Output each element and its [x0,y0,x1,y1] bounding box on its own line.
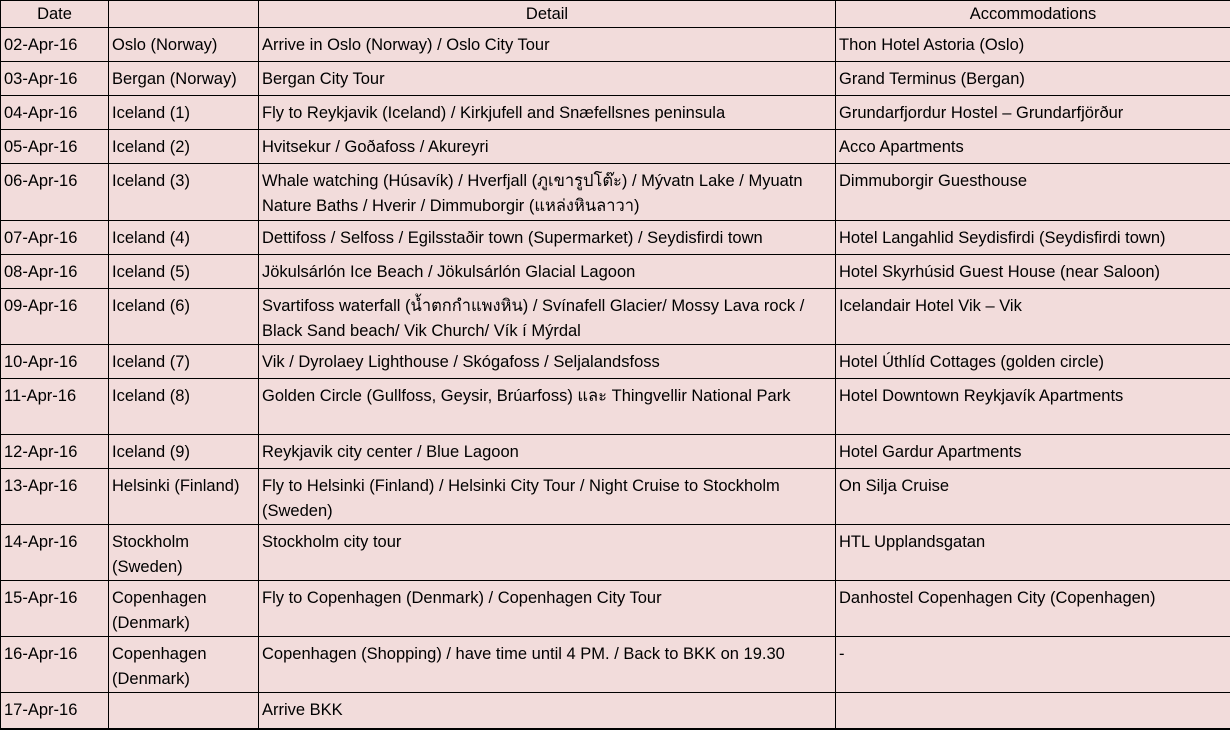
cell-place: Iceland (2) [109,130,259,164]
cell-place: Bergan (Norway) [109,62,259,96]
cell-place: Iceland (9) [109,435,259,469]
cell-accommodation: Thon Hotel Astoria (Oslo) [836,28,1230,62]
cell-detail: Jökulsárlón Ice Beach / Jökulsárlón Glacial Lagoon [259,255,836,289]
cell-accommodation: Hotel Gardur Apartments [836,435,1230,469]
cell-date: 10-Apr-16 [1,345,109,379]
cell-accommodation: Icelandair Hotel Vik – Vik [836,289,1230,345]
cell-accommodation: Hotel Langahlid Seydisfirdi (Seydisfirdi town) [836,221,1230,255]
cell-place [109,693,259,729]
cell-place: Copenhagen (Denmark) [109,637,259,693]
cell-date: 12-Apr-16 [1,435,109,469]
cell-detail: Fly to Helsinki (Finland) / Helsinki City Tour / Night Cruise to Stockholm (Sweden) [259,469,836,525]
table-row [1,221,1230,255]
cell-place: Iceland (4) [109,221,259,255]
cell-accommodation: Danhostel Copenhagen City (Copenhagen) [836,581,1230,637]
cell-detail: Arrive BKK [259,693,836,729]
table-row [1,581,1230,637]
cell-detail: Bergan City Tour [259,62,836,96]
cell-detail: Vik / Dyrolaey Lighthouse / Skógafoss / Seljalandsfoss [259,345,836,379]
table-row [1,525,1230,581]
cell-accommodation: Hotel Downtown Reykjavík Apartments [836,379,1230,435]
cell-date: 16-Apr-16 [1,637,109,693]
cell-detail: Whale watching (Húsavík) / Hverfjall (ภูเขารูปโต๊ะ) / Mývatn Lake / Myuatn Nature Baths / Hverir / Dimmuborgir (แหล่งหินลาวา) [259,164,836,221]
cell-date: 14-Apr-16 [1,525,109,581]
cell-accommodation: Acco Apartments [836,130,1230,164]
cell-place: Iceland (3) [109,164,259,221]
cell-date: 05-Apr-16 [1,130,109,164]
cell-place: Stockholm (Sweden) [109,525,259,581]
header-row [1,1,1230,28]
table-row [1,255,1230,289]
cell-place: Helsinki (Finland) [109,469,259,525]
cell-place: Iceland (5) [109,255,259,289]
cell-detail: Fly to Copenhagen (Denmark) / Copenhagen City Tour [259,581,836,637]
cell-date: 08-Apr-16 [1,255,109,289]
cell-accommodation: Hotel Úthlíd Cottages (golden circle) [836,345,1230,379]
cell-detail: Arrive in Oslo (Norway) / Oslo City Tour [259,28,836,62]
cell-place: Oslo (Norway) [109,28,259,62]
cell-date: 11-Apr-16 [1,379,109,435]
table-row [1,164,1230,221]
cell-detail: Stockholm city tour [259,525,836,581]
table-row [1,96,1230,130]
table-row [1,435,1230,469]
table-row [1,28,1230,62]
header-accommodations: Accommodations [836,1,1230,28]
cell-date: 13-Apr-16 [1,469,109,525]
header-place [109,1,259,28]
cell-accommodation: Dimmuborgir Guesthouse [836,164,1230,221]
cell-date: 07-Apr-16 [1,221,109,255]
cell-date: 09-Apr-16 [1,289,109,345]
table-row [1,379,1230,435]
cell-date: 06-Apr-16 [1,164,109,221]
cell-accommodation: On Silja Cruise [836,469,1230,525]
cell-detail: Golden Circle (Gullfoss, Geysir, Brúarfoss) และ Thingvellir National Park [259,379,836,435]
table-row [1,62,1230,96]
cell-detail: Fly to Reykjavik (Iceland) / Kirkjufell and Snæfellsnes peninsula [259,96,836,130]
cell-detail: Dettifoss / Selfoss / Egilsstaðir town (Supermarket) / Seydisfirdi town [259,221,836,255]
table-row [1,130,1230,164]
cell-accommodation: Grand Terminus (Bergan) [836,62,1230,96]
cell-date: 04-Apr-16 [1,96,109,130]
cell-date: 17-Apr-16 [1,693,109,729]
table-row [1,637,1230,693]
cell-place: Iceland (1) [109,96,259,130]
cell-date: 03-Apr-16 [1,62,109,96]
cell-place: Copenhagen (Denmark) [109,581,259,637]
header-date: Date [1,1,109,28]
cell-detail: Reykjavik city center / Blue Lagoon [259,435,836,469]
cell-detail: Hvitsekur / Goðafoss / Akureyri [259,130,836,164]
cell-accommodation: - [836,637,1230,693]
cell-date: 02-Apr-16 [1,28,109,62]
cell-accommodation: Grundarfjordur Hostel – Grundarfjörður [836,96,1230,130]
cell-place: Iceland (6) [109,289,259,345]
header-detail: Detail [259,1,836,28]
table-row [1,289,1230,345]
cell-accommodation: Hotel Skyrhúsid Guest House (near Saloon) [836,255,1230,289]
cell-date: 15-Apr-16 [1,581,109,637]
table-row [1,469,1230,525]
cell-accommodation: HTL Upplandsgatan [836,525,1230,581]
cell-place: Iceland (7) [109,345,259,379]
cell-place: Iceland (8) [109,379,259,435]
table-row [1,345,1230,379]
cell-detail: Svartifoss waterfall (น้ำตกกำแพงหิน) / Svínafell Glacier/ Mossy Lava rock / Black Sand beach/ Vik Church/ Vík í Mýrdal [259,289,836,345]
table-row [1,693,1230,729]
cell-accommodation [836,693,1230,729]
cell-detail: Copenhagen (Shopping) / have time until 4 PM. / Back to BKK on 19.30 [259,637,836,693]
